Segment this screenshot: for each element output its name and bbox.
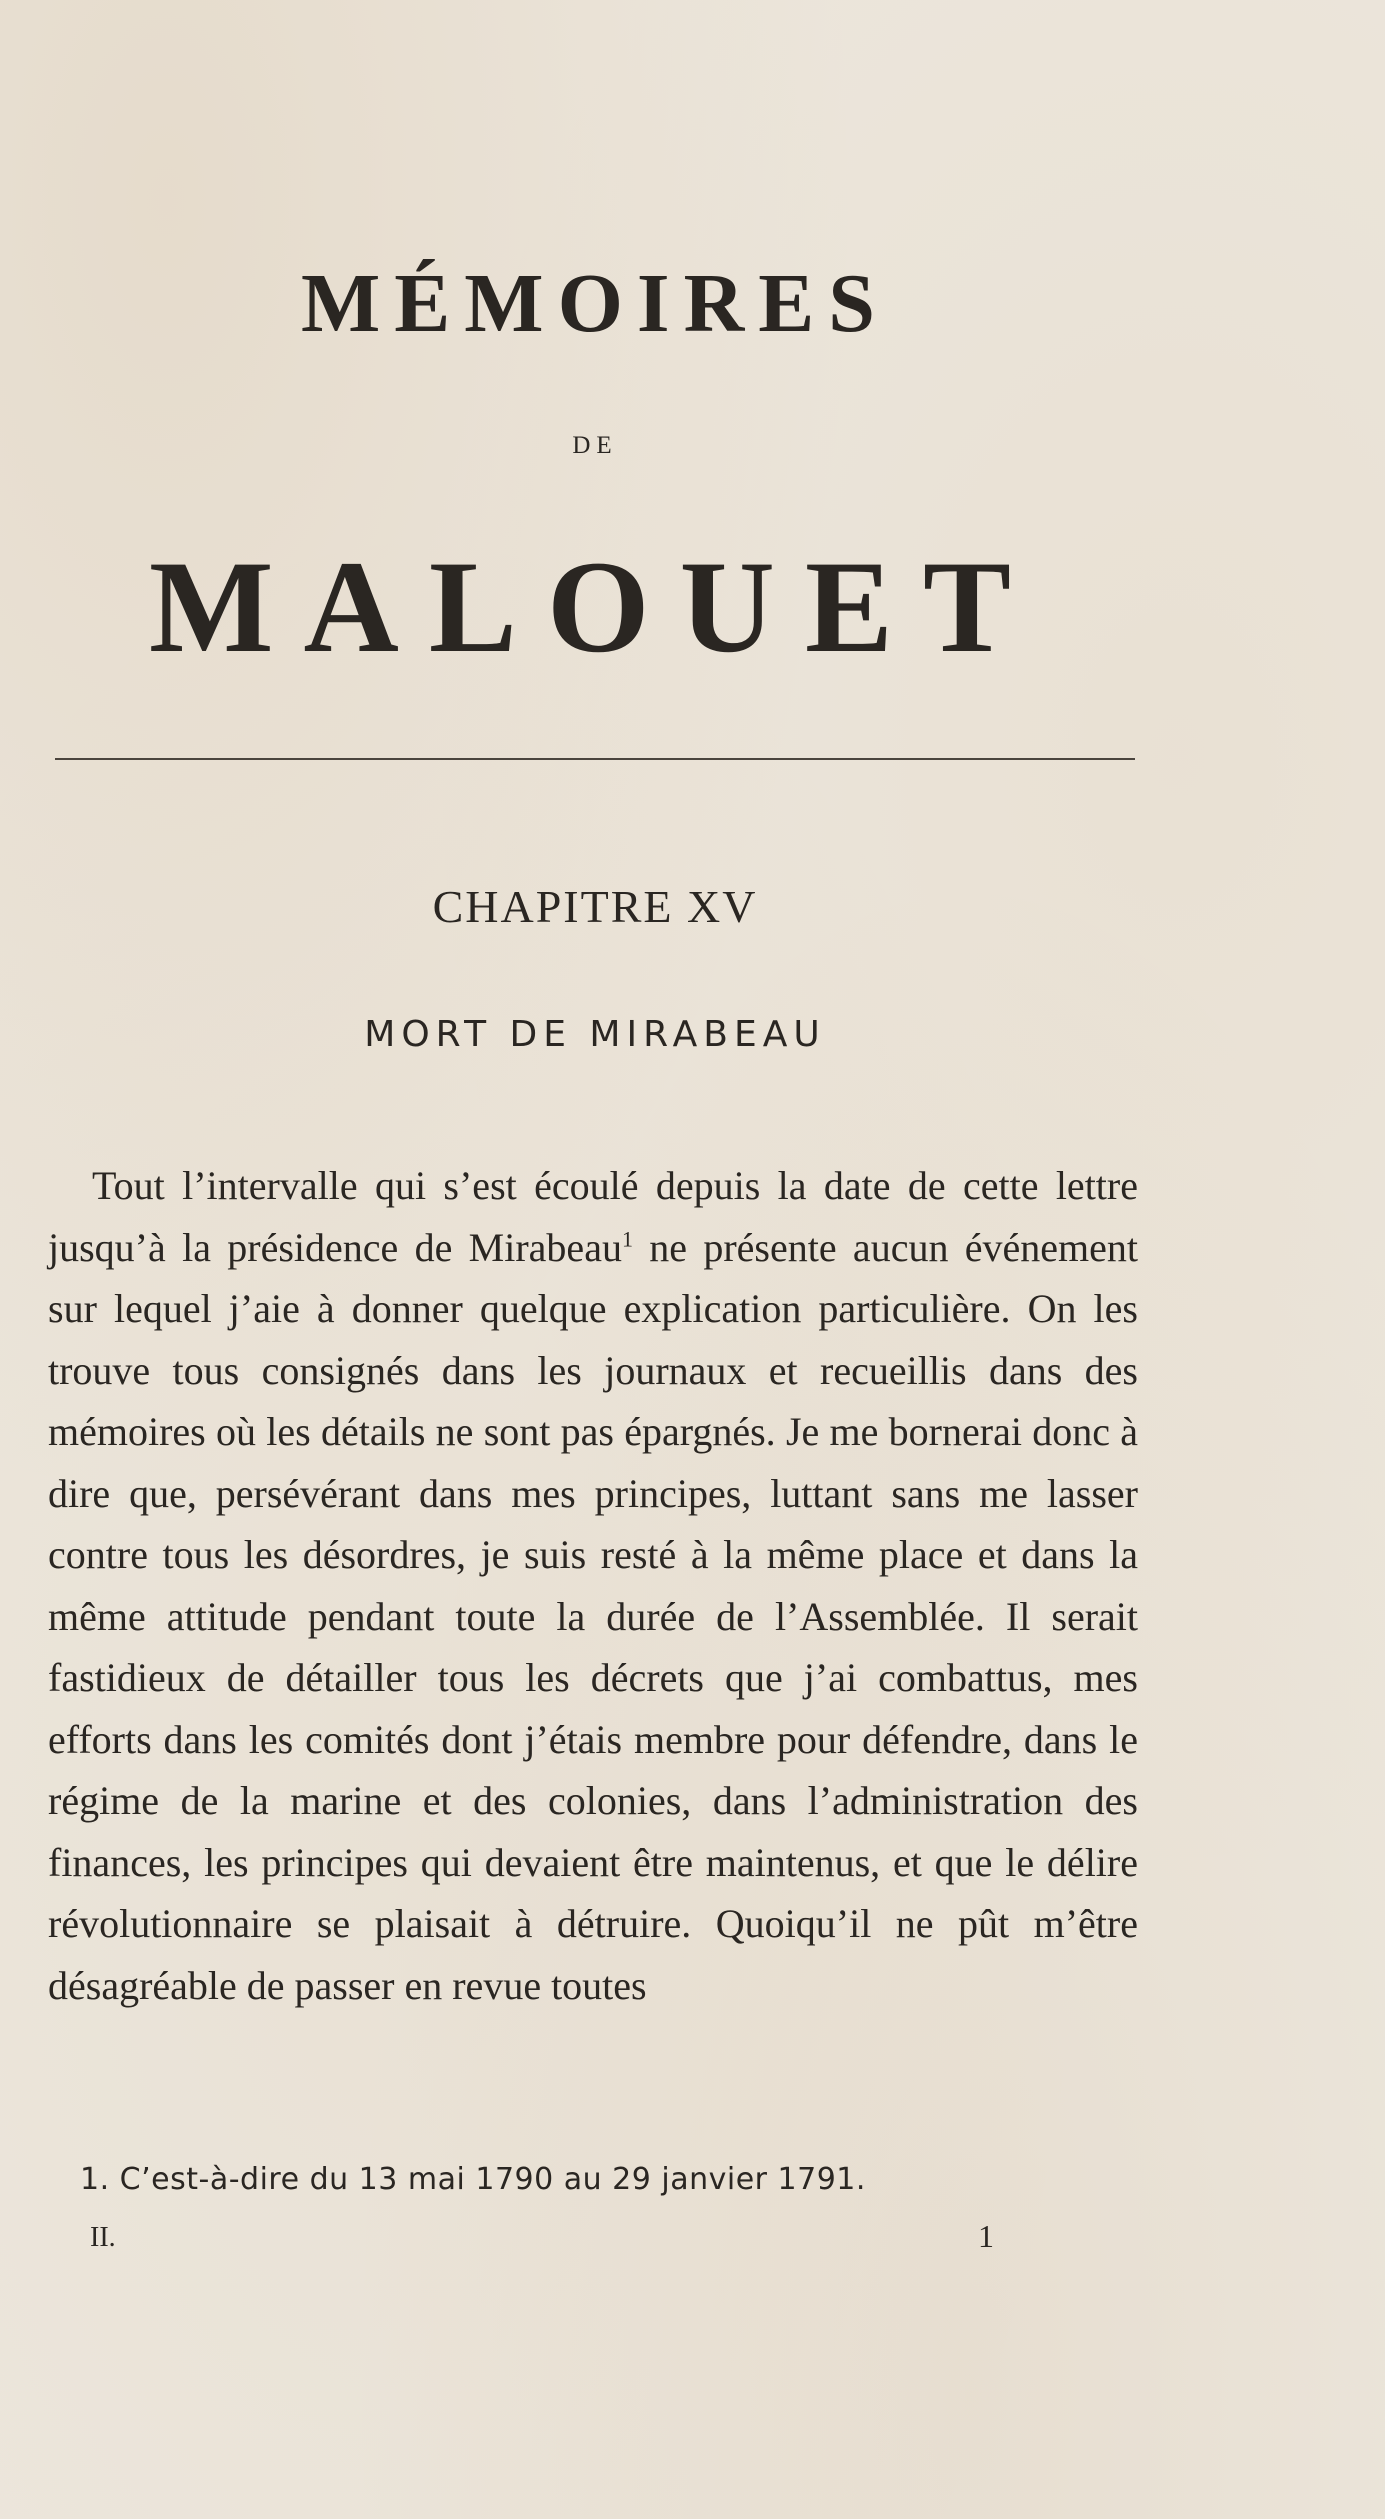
book-title-de: DE — [572, 432, 618, 459]
footnote: 1. C’est-à-dire du 13 mai 1790 au 29 janvier 1791. — [80, 2162, 866, 2197]
footnote-reference: 1 — [621, 1226, 633, 1252]
book-title-memoires: MÉMOIRES — [300, 257, 890, 350]
body-paragraph — [48, 1155, 1138, 2016]
paragraph-text-part1: Tout l’intervalle qui s’est écoulé depuis la date de cette lettre jusqu’à la présidence de Mirabeau — [48, 1163, 1138, 1270]
signature-mark: II. — [90, 2222, 116, 2253]
title-rule — [55, 758, 1135, 760]
book-title-malouet: MALOUET — [148, 533, 1042, 680]
paragraph — [48, 1155, 1138, 2016]
chapter-title: MORT DE MIRABEAU — [364, 1014, 826, 1055]
chapter-number: CHAPITRE XV — [432, 881, 758, 932]
paragraph-text-part2: ne présente aucun événement sur lequel j’aie à donner quelque explication particulière. On les trouve tous consignés dans les journaux et recueillis dans des mémoires où les détails ne sont pas épargnés. Je me bornerai donc à dire que, persévérant dans mes principes, luttant sans me lasser contre tous les désordres, je suis resté à la même place et dans la même attitude pendant toute la durée de l’Assemblée. Il serait fastidieux de détailler tous les décrets que j’ai combattus, mes efforts dans les comités dont j’étais membre pour défendre, dans le régime de la marine et des colonies, dans l’administration des finances, les principes qui devaient être maintenus, et que le délire révolutionnaire se plaisait à détruire. Quoiqu’il ne pût m’être désagréable de passer en revue toutes — [48, 1224, 1139, 2008]
page-number: 1 — [978, 2218, 994, 2254]
